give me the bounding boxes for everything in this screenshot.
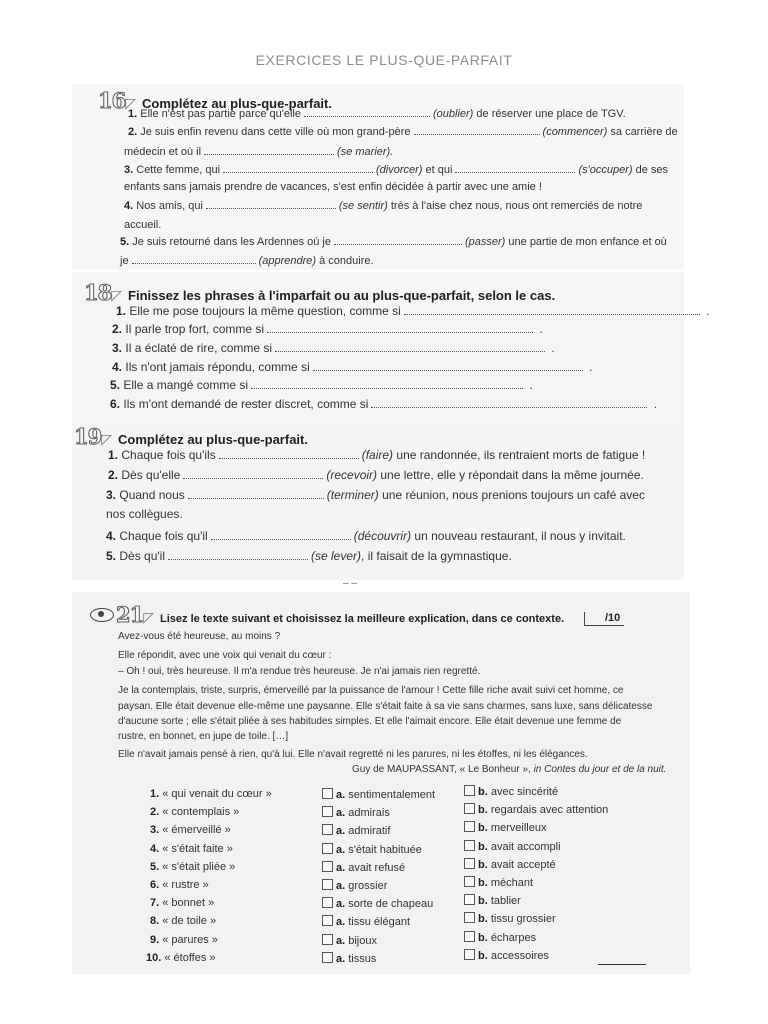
option-b[interactable]: b. tablier <box>464 894 521 907</box>
checkbox[interactable] <box>322 861 333 872</box>
checkbox[interactable] <box>322 843 333 854</box>
checkbox[interactable] <box>464 912 475 923</box>
checkbox[interactable] <box>322 952 333 963</box>
answer-blank[interactable] <box>267 324 533 333</box>
option-b[interactable]: b. avec sincérité <box>464 785 558 798</box>
checkbox[interactable] <box>464 821 475 832</box>
checkbox[interactable] <box>464 840 475 851</box>
option-b[interactable]: b. avait accompli <box>464 840 561 853</box>
checkbox[interactable] <box>322 824 333 835</box>
ex16-item-2-cont: médecin et où il (se marier). <box>124 146 394 158</box>
answer-blank[interactable] <box>304 108 430 117</box>
ex16-item-1: 1. Elle n'est pas partie parce qu'elle (oublier) de réserver une place de TGV. <box>128 108 626 120</box>
ex18-item-3: 3. Il a éclaté de rire, comme si . <box>112 341 555 355</box>
answer-blank[interactable] <box>371 399 647 408</box>
eye-icon <box>90 608 114 622</box>
answer-blank[interactable] <box>414 126 540 135</box>
passage-line: paysan. Elle était devenue elle-même une paysanne. Elle s'était faite à sa vie sans charmes, sans luxe, sans délicatesse <box>118 701 653 712</box>
ex18-item-5: 5. Elle a mangé comme si . <box>110 378 533 392</box>
ex18-item-6: 6. Ils m'ont demandé de rester discret, comme si . <box>110 397 658 411</box>
question-row: 4. « s'était faite » <box>150 843 233 855</box>
passage-source: Guy de MAUPASSANT, « Le Bonheur », in Contes du jour et de la nuit. <box>352 764 667 775</box>
checkbox[interactable] <box>322 879 333 890</box>
exercise-number: 16 <box>98 88 126 113</box>
ex16-item-3-cont: enfants sans jamais prendre de vacances, s'est enfin décidée à partir avec une amie ! <box>124 181 542 193</box>
exercise-title: Finissez les phrases à l'imparfait ou au plus-que-parfait, selon le cas. <box>128 288 556 303</box>
question-row: 1. « qui venait du cœur » <box>150 788 272 800</box>
question-row: 3. « émerveillé » <box>150 824 231 836</box>
ex19-item-5: 5. Dès qu'il (se lever), il faisait de la gymnastique. <box>106 549 512 563</box>
checkbox[interactable] <box>464 785 475 796</box>
exercise-18-header <box>84 280 555 305</box>
answer-blank[interactable] <box>219 450 359 459</box>
exercise-title: Complétez au plus-que-parfait. <box>142 96 332 111</box>
ex16-item-4-cont: accueil. <box>124 219 162 231</box>
answer-blank[interactable] <box>275 343 545 352</box>
checkbox[interactable] <box>464 876 475 887</box>
exercise-title: Complétez au plus-que-parfait. <box>118 432 308 447</box>
question-row: 7. « bonnet » <box>150 897 215 909</box>
exercise-title: Lisez le texte suivant et choisissez la meilleure explication, dans ce contexte. <box>160 613 565 625</box>
checkbox[interactable] <box>464 894 475 905</box>
passage-line: Je la contemplais, triste, surpris, émerveillé par la puissance de l'amour ! Cette fille riche avait suivi cet homme, ce <box>118 685 624 696</box>
option-a[interactable]: a. grossier <box>322 879 387 892</box>
passage-line: Elle n'avait jamais pensé à rien, qu'à lui. Elle n'avait regretté ni les parures, ni les étoffes, ni les élégances. <box>118 749 588 760</box>
ex19-item-3: 3. Quand nous (terminer) une réunion, nous prenions toujours un café avec <box>106 488 645 502</box>
option-a[interactable]: a. bijoux <box>322 934 377 947</box>
question-row: 2. « contemplais » <box>150 806 240 818</box>
question-row: 5. « s'était pliée » <box>150 861 236 873</box>
option-b[interactable]: b. avait accepté <box>464 858 556 871</box>
checkbox[interactable] <box>464 803 475 814</box>
option-a[interactable]: a. admirais <box>322 806 390 819</box>
option-b[interactable]: b. accessoires <box>464 949 549 962</box>
flag-icon: ◸ <box>111 287 123 303</box>
passage-line: Avez-vous été heureuse, au moins ? <box>118 631 281 642</box>
option-b[interactable]: b. tissu grossier <box>464 912 556 925</box>
answer-blank[interactable] <box>188 490 324 499</box>
answer-blank[interactable] <box>251 380 523 389</box>
ex16-item-5-cont: je (apprendre) à conduire. <box>120 255 374 267</box>
checkbox[interactable] <box>464 858 475 869</box>
checkbox[interactable] <box>322 915 333 926</box>
answer-blank[interactable] <box>204 146 334 155</box>
ex16-item-4: 4. Nos amis, qui (se sentir) très à l'aise chez nous, nous ont remerciés de notre <box>124 200 643 212</box>
passage-line: Elle répondit, avec une voix qui venait du cœur : <box>118 650 332 661</box>
score-box: /10 <box>584 612 624 626</box>
answer-blank[interactable] <box>313 362 583 371</box>
option-b[interactable]: b. merveilleux <box>464 821 546 834</box>
exercise-number: 18 <box>84 280 112 305</box>
ex19-item-4: 4. Chaque fois qu'il (découvrir) un nouveau restaurant, il nous y invitait. <box>106 529 626 543</box>
flag-icon: ◸ <box>101 431 113 447</box>
answer-blank[interactable] <box>132 255 256 264</box>
ex18-item-1: 1. Elle me pose toujours la même question, comme si . <box>116 304 710 318</box>
exercise-number: 21 <box>116 602 144 627</box>
exercise-number: 19 <box>74 424 102 449</box>
checkbox[interactable] <box>322 788 333 799</box>
answer-blank[interactable] <box>183 470 323 479</box>
passage-line: – Oh ! oui, très heureuse. Il m'a rendue très heureuse. Je n'ai jamais rien regretté. <box>118 666 481 677</box>
answer-blank[interactable] <box>404 306 700 315</box>
option-a[interactable]: a. sentimentalement <box>322 788 435 801</box>
passage-line: d'aucune sorte ; elle s'était pliée à ses habitudes simples. Et elle l'aimait encore. Elle était devenue une femme de <box>118 716 622 727</box>
question-row: 9. « parures » <box>150 934 218 946</box>
divider <box>598 964 646 965</box>
ex16-item-2: 2. Je suis enfin revenu dans cette ville où mon grand-père (commencer) sa carrière de <box>128 126 678 138</box>
flag-icon: ◸ <box>143 609 155 625</box>
answer-blank[interactable] <box>211 531 351 540</box>
option-a[interactable]: a. tissu élégant <box>322 915 410 928</box>
ex16-item-5: 5. Je suis retourné dans les Ardennes où je (passer) une partie de mon enfance et où <box>120 236 667 248</box>
ex19-item-1: 1. Chaque fois qu'ils (faire) une randonnée, ils rentraient morts de fatigue ! <box>108 448 646 462</box>
answer-blank[interactable] <box>223 164 373 173</box>
page-separator: – – <box>343 578 357 589</box>
answer-blank[interactable] <box>334 236 462 245</box>
checkbox[interactable] <box>322 897 333 908</box>
option-b[interactable]: b. écharpes <box>464 931 536 944</box>
answer-blank[interactable] <box>206 200 336 209</box>
checkbox[interactable] <box>322 934 333 945</box>
ex18-item-4: 4. Ils n'ont jamais répondu, comme si . <box>112 360 593 374</box>
answer-blank[interactable] <box>455 164 575 173</box>
question-row: 10. « étoffes » <box>146 952 216 964</box>
checkbox[interactable] <box>464 949 475 960</box>
ex19-item-3-cont: nos collègues. <box>106 507 183 521</box>
answer-blank[interactable] <box>168 551 308 560</box>
option-b[interactable]: b. méchant <box>464 876 533 889</box>
option-b[interactable]: b. regardais avec attention <box>464 803 608 816</box>
question-row: 6. « rustre » <box>150 879 209 891</box>
option-a[interactable]: a. admiratif <box>322 824 390 837</box>
question-row: 8. « de toile » <box>150 915 217 927</box>
ex18-item-2: 2. Il parle trop fort, comme si . <box>112 322 543 336</box>
exercise-21-header <box>116 602 564 627</box>
checkbox[interactable] <box>322 806 333 817</box>
checkbox[interactable] <box>464 931 475 942</box>
option-a[interactable]: a. tissus <box>322 952 376 965</box>
ex19-item-2: 2. Dès qu'elle (recevoir) une lettre, elle y répondait dans la même journée. <box>108 468 644 482</box>
page-title: EXERCICES LE PLUS-QUE-PARFAIT <box>255 52 513 68</box>
option-a[interactable]: a. s'était habituée <box>322 843 422 856</box>
exercise-19-header <box>74 424 308 449</box>
option-a[interactable]: a. avait refusé <box>322 861 405 874</box>
flag-icon: ◸ <box>125 95 137 111</box>
option-a[interactable]: a. sorte de chapeau <box>322 897 433 910</box>
passage-line: rustre, en bonnet, en jupe de toile. […] <box>118 731 289 742</box>
ex16-item-3: 3. Cette femme, qui (divorcer) et qui (s'occuper) de ses <box>124 164 668 176</box>
